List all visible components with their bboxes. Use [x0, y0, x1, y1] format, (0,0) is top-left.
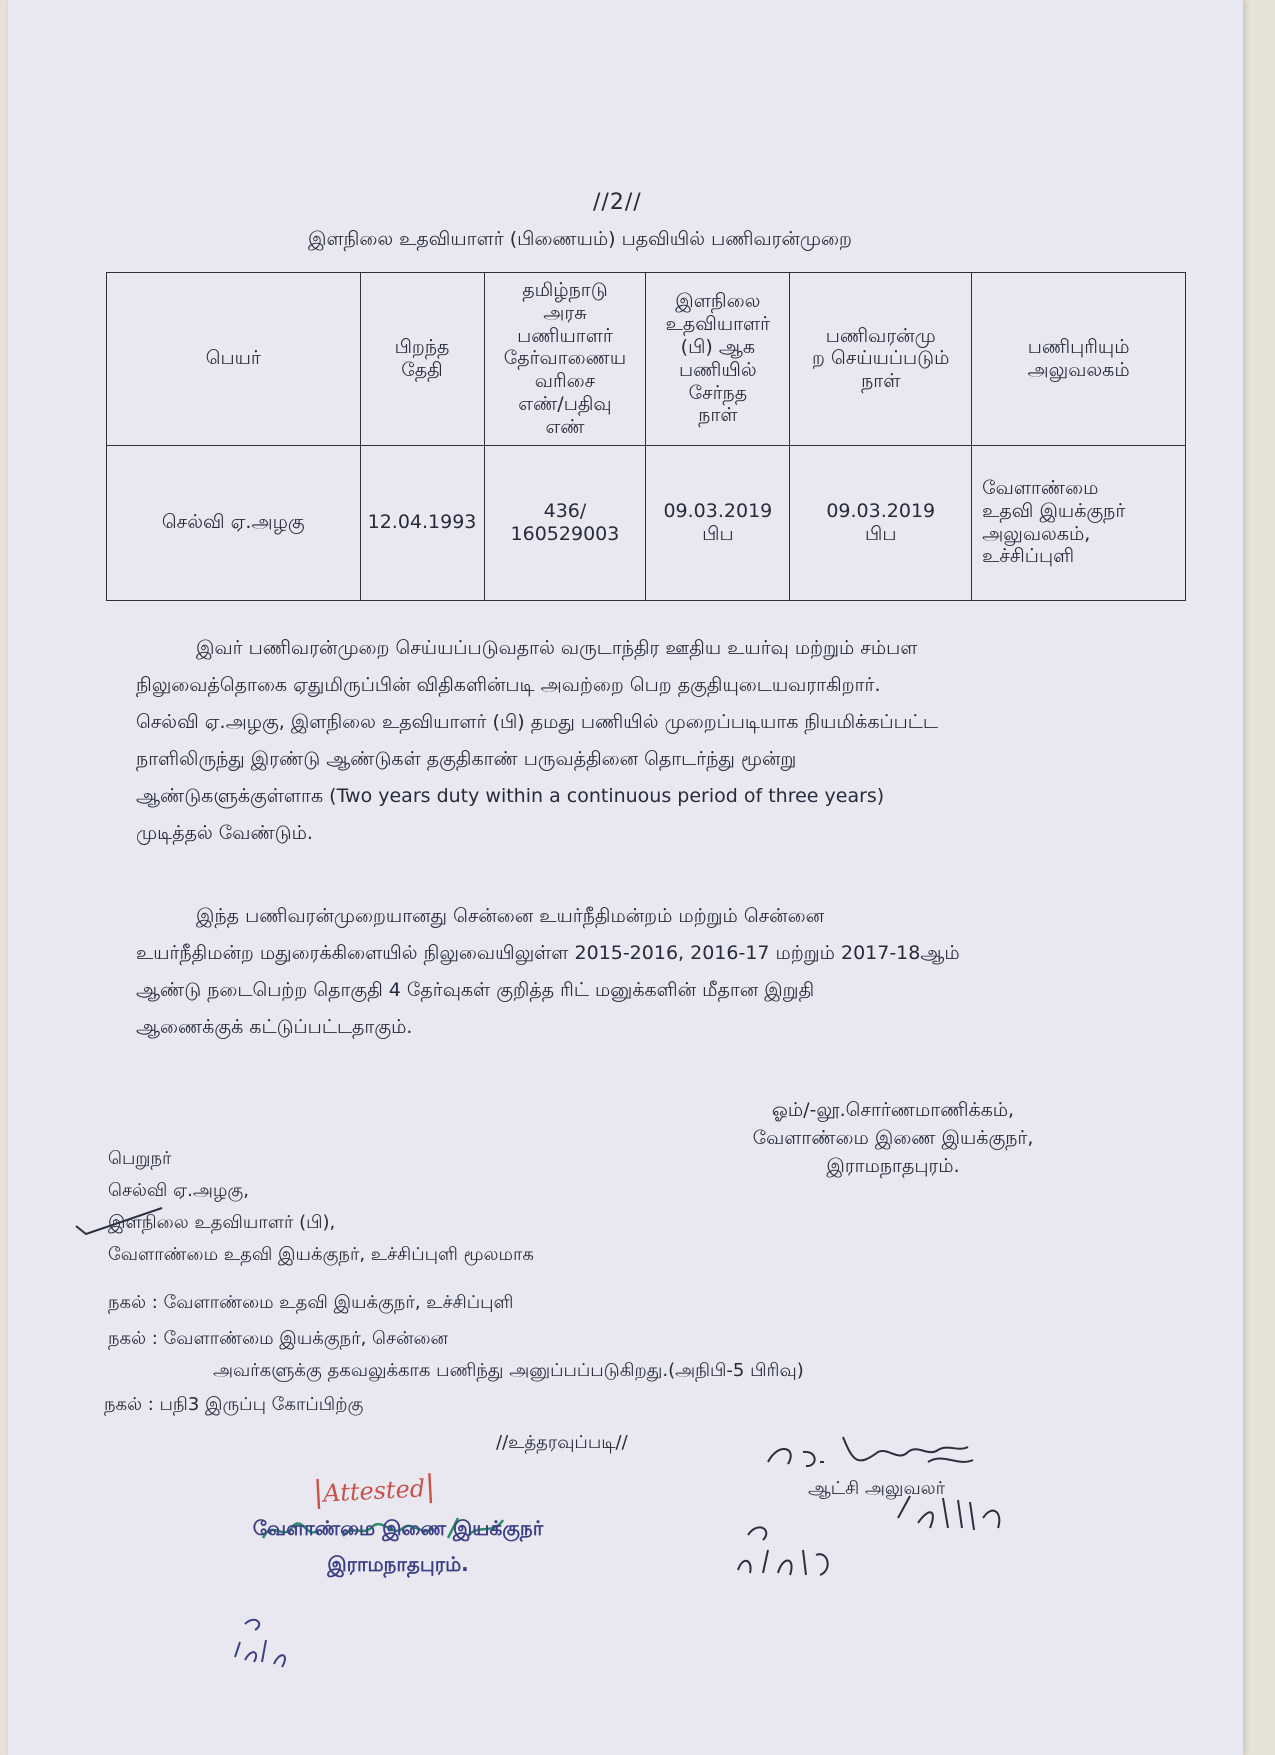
- cell-line: வரிசை: [534, 370, 596, 393]
- header-cell: [790, 273, 972, 446]
- cell-line: ற செய்யப்படும்: [812, 347, 950, 370]
- cell-line: அரசு: [543, 301, 587, 324]
- document-page: [8, 0, 1243, 1755]
- cell-line: செல்வி ஏ.அழகு: [161, 511, 305, 534]
- by-order: //உத்தரவுப்படி//: [496, 1432, 628, 1453]
- header-cell: [484, 273, 646, 446]
- row-cell: [360, 445, 484, 600]
- cell-line: பணிவரன்மு: [825, 324, 936, 347]
- officer-date-signature-icon: [888, 1488, 1018, 1538]
- cell-line: 160529003: [510, 522, 620, 545]
- date-initials-icon: [230, 1612, 300, 1672]
- header-cell: [972, 273, 1186, 446]
- cell-line: உச்சிப்புளி: [982, 545, 1075, 568]
- cell-line: அலுவலகம்,: [982, 522, 1091, 545]
- paragraph-line: ஆண்டு நடைபெற்ற தொகுதி 4 தேர்வுகள் குறித்த ரிட் மனுக்களின் மீதான இறுதி: [136, 979, 815, 1001]
- cell-line: இளநிலை: [675, 290, 761, 313]
- copy-line: நகல் : பநி3 இருப்பு கோப்பிற்கு: [104, 1394, 364, 1415]
- cell-line: பணியாளர்: [517, 324, 613, 347]
- signatory-name: ஓம்/-லூ.சொர்ணமாணிக்கம்,: [771, 1099, 1015, 1121]
- seal-line-2: இராமநாதபுரம்.: [327, 1552, 469, 1576]
- signatory-designation: வேளாண்மை இணை இயக்குநர்,: [752, 1127, 1034, 1149]
- signatory-place: இராமநாதபுரம்.: [826, 1155, 960, 1177]
- recipient-line: செல்வி ஏ.அழகு,: [108, 1180, 249, 1201]
- paragraph-2: [136, 898, 1078, 1046]
- table-row: [107, 445, 1186, 600]
- page-number: //2//: [593, 190, 642, 215]
- paragraph-line: முடித்தல் வேண்டும்.: [136, 822, 313, 844]
- cell-line: பிப: [865, 522, 897, 545]
- table-header-row: [107, 273, 1186, 446]
- cell-line: பணியில்: [679, 358, 757, 381]
- recipient-line: வேளாண்மை உதவி இயக்குநர், உச்சிப்புளி மூலமாக: [108, 1244, 534, 1265]
- cell-line: நாள்: [861, 370, 901, 393]
- cell-line: உதவியாளர்: [665, 313, 771, 336]
- document-title: இளநிலை உதவியாளர் (பிணையம்) பதவியில் பணிவரன்முறை: [308, 228, 852, 250]
- cell-line: நாள்: [698, 404, 738, 427]
- seal-line-1: வேளாண்மை இணை இயக்குநர்: [252, 1516, 544, 1540]
- paragraph-line: நிலுவைத்தொகை ஏதுமிருப்பின் விதிகளின்படி அவற்றை பெற தகுதியுடையவராகிறார்.: [136, 674, 881, 696]
- cell-line: பிப: [702, 522, 734, 545]
- cell-line: உதவி இயக்குநர்: [982, 499, 1126, 522]
- recipient-line: இளநிலை உதவியாளர் (பி),: [108, 1212, 336, 1233]
- cell-line: 09.03.2019: [663, 499, 773, 522]
- paragraph-line: நாளிலிருந்து இரண்டு ஆண்டுகள் தகுதிகாண் பருவத்தினை தொடர்ந்து மூன்று: [136, 748, 797, 770]
- header-cell: [107, 273, 361, 446]
- initials-signature-icon: [728, 1515, 848, 1585]
- copy-line: நகல் : வேளாண்மை இயக்குநர், சென்னை: [108, 1328, 448, 1349]
- paragraph-line: ஆண்டுகளுக்குள்ளாக (Two years duty within a continuous period of three years): [136, 785, 885, 807]
- paragraph-line: செல்வி ஏ.அழகு, இளநிலை உதவியாளர் (பி) தமது பணியில் முறைப்படியாக நியமிக்கப்பட்ட: [136, 711, 938, 733]
- cell-line: எண்: [545, 415, 585, 438]
- cell-line: (பி) ஆக: [680, 335, 756, 358]
- row-cell: [972, 445, 1186, 600]
- paragraph-line: ஆணைக்குக் கட்டுப்பட்டதாகும்.: [136, 1016, 413, 1038]
- cell-line: 12.04.1993: [367, 511, 477, 534]
- recipient-label: பெறுநர்: [108, 1148, 172, 1169]
- cell-line: எண்/பதிவு: [518, 392, 612, 415]
- cell-line: தமிழ்நாடு: [522, 279, 608, 301]
- row-cell: [646, 445, 790, 600]
- row-cell: [790, 445, 972, 600]
- officer-title: ஆட்சி அலுவலர்: [808, 1478, 946, 1499]
- cell-line: 436/: [543, 499, 587, 522]
- header-cell: [646, 273, 790, 446]
- row-cell: [107, 445, 361, 600]
- paragraph-line: உயர்நீதிமன்ற மதுரைக்கிளையில் நிலுவையிலுள்ள 2015-2016, 2016-17 மற்றும் 2017-18ஆம்: [136, 942, 960, 964]
- cell-line: சேர்நத: [688, 381, 748, 404]
- regularisation-table: [106, 272, 1186, 601]
- cell-line: பணிபுரியும்: [1027, 335, 1130, 358]
- row-cell: [484, 445, 646, 600]
- tick-mark-icon: [74, 1206, 164, 1236]
- paragraph-line: இந்த பணிவரன்முறையானது சென்னை உயர்நீதிமன்றம் மற்றும் சென்னை: [196, 905, 824, 927]
- copy-line: நகல் : வேளாண்மை உதவி இயக்குநர், உச்சிப்புளி: [108, 1292, 514, 1313]
- cell-line: பிறந்த: [394, 335, 450, 358]
- cell-line: தேதி: [401, 358, 443, 381]
- official-seal: [248, 1510, 548, 1582]
- cell-line: அலுவலகம்: [1027, 358, 1130, 381]
- cell-line: பெயர்: [205, 347, 261, 370]
- signatory-block: [698, 1096, 1088, 1180]
- header-cell: [360, 273, 484, 446]
- attested-stamp: |Attested|: [312, 1468, 436, 1511]
- cell-line: தேர்வாணைய: [503, 347, 627, 370]
- paragraph-line: இவர் பணிவரன்முறை செய்யப்படுவதால் வருடாந்திர ஊதிய உயர்வு மற்றும் சம்பள: [196, 637, 918, 659]
- copy-line: அவர்களுக்கு தகவலுக்காக பணிந்து அனுப்பப்படுகிறது.(அநிபி-5 பிரிவு): [213, 1360, 804, 1381]
- cell-line: 09.03.2019: [826, 499, 936, 522]
- cell-line: வேளாண்மை: [982, 476, 1099, 499]
- paragraph-1: [136, 630, 1078, 852]
